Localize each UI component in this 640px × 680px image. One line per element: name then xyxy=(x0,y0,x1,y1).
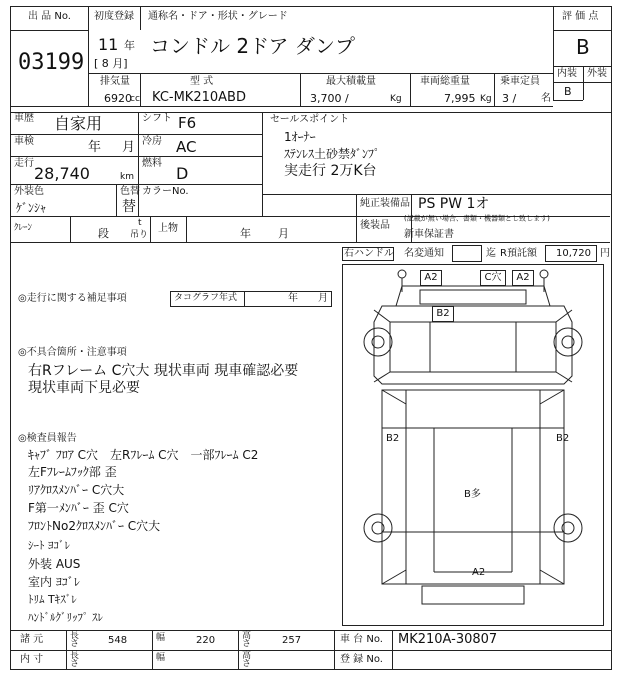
diagram-mark-front-right: A2 xyxy=(512,270,534,286)
color-change-label: 色替 xyxy=(120,186,140,197)
first-reg-label: 初度登録 xyxy=(94,11,134,22)
capacity-unit: 名 xyxy=(541,93,551,104)
grade-label: 評 価 点 xyxy=(562,11,599,22)
inspector-line-2: 左Fﾌﾚｰﾑﾌｯｸ部 歪 xyxy=(28,465,117,479)
max-load-unit: Kg xyxy=(390,94,402,104)
equipment-value: PS PW 1オ xyxy=(418,196,490,212)
diagram-mark-rear: A2 xyxy=(472,567,486,578)
inspector-line-5: ﾌﾛﾝﾄNo2ｸﾛｽﾒﾝﾊﾞｰ C穴大 xyxy=(28,519,161,533)
fuel-value: D xyxy=(176,164,189,183)
max-load-value: 3,700 / xyxy=(310,92,349,105)
fuel-label: 燃料 xyxy=(142,158,162,169)
diagram-mark-bed-right: B2 xyxy=(556,433,570,444)
mileage-label: 走行 xyxy=(14,158,34,169)
r-deposit-value: 10,720 xyxy=(556,248,591,259)
dimensions-label: 諸 元 xyxy=(20,634,44,645)
width-value: 220 xyxy=(196,635,216,646)
interior-label: 内装 xyxy=(557,68,577,79)
diagram-mark-front-center: C穴 xyxy=(480,270,506,286)
shift-label: シフト xyxy=(142,113,172,124)
height-value: 257 xyxy=(282,635,302,646)
displacement-label: 排気量 xyxy=(100,76,130,87)
mileage-unconfirmed: 迄 xyxy=(486,248,496,259)
in-length-label: 長さ xyxy=(70,651,80,669)
chassis-value: MK210A-30807 xyxy=(398,632,498,647)
gross-weight-value: 7,995 xyxy=(444,92,476,105)
sales-point-line-2: ｽﾃﾝﾚｽ土砂禁ﾀﾞﾝﾌﾟ xyxy=(284,147,381,161)
diagram-mark-cab-left: B2 xyxy=(432,306,454,322)
length-label: 長さ xyxy=(70,631,80,649)
model-code: KC-MK210ABD xyxy=(152,90,246,105)
inspector-line-9: ﾄﾘﾑ Tｷｽﾞﾚ xyxy=(28,593,77,606)
history-value: 自家用 xyxy=(54,114,103,133)
warranty-value: 新車保証書 xyxy=(404,229,454,240)
aftermarket-label: 後装品 xyxy=(360,220,390,231)
in-width-label: 幅 xyxy=(156,653,166,663)
equipment-label: 純正装備品 xyxy=(360,198,410,209)
displacement-value: 6920 xyxy=(104,92,132,105)
tacho-month: 月 xyxy=(318,293,328,304)
exterior-label: 外装 xyxy=(587,68,607,79)
inspector-line-10: ﾊﾝﾄﾞﾙｸﾞﾘｯﾌﾟ ｽﾚ xyxy=(28,611,103,624)
car-name: コンドル 2ドア ダンプ xyxy=(150,34,356,58)
diagram-mark-bed-center: B多 xyxy=(464,489,481,500)
meter-changed-label: 名変通知 xyxy=(404,248,444,259)
sales-point-line-3: 実走行 2万K台 xyxy=(284,163,377,179)
inspection-month: 月 xyxy=(122,140,136,155)
upper-year: 年 xyxy=(240,227,251,240)
height-label: 高さ xyxy=(242,631,252,649)
model-label: 型 式 xyxy=(190,76,214,87)
displacement-unit: cc xyxy=(130,94,140,104)
grade-value: B xyxy=(576,35,590,59)
upper-label: 上物 xyxy=(158,223,178,234)
history-label: 車歴 xyxy=(14,113,34,124)
inspector-line-3: ﾘｱｸﾛｽﾒﾝﾊﾞｰ C穴大 xyxy=(28,483,125,497)
inspector-line-4: F第一ﾒﾝﾊﾞｰ 歪 C穴 xyxy=(28,501,129,515)
interior-dims-label: 内 寸 xyxy=(20,654,44,665)
aftermarket-note: (記載が無い場合、書類・機器類とし致します) xyxy=(404,215,550,224)
first-reg-year-unit: 年 xyxy=(124,39,135,52)
tacho-label: タコグラフ年式 xyxy=(174,293,238,303)
ext-color-value: ｹﾞﾝｼｬ xyxy=(16,201,47,215)
width-label: 幅 xyxy=(156,633,166,643)
inspector-title: ◎検査員報告 xyxy=(18,433,77,444)
tacho-year: 年 xyxy=(288,293,298,304)
ext-color-label: 外装色 xyxy=(14,186,44,197)
gross-weight-unit: Kg xyxy=(480,94,492,104)
diagram-mark-bed-left: B2 xyxy=(386,433,400,444)
inspector-line-7: 外装 AUS xyxy=(28,557,81,571)
sales-point-line-1: 1ｵｰﾅｰ xyxy=(284,130,316,144)
handle-value: 右ハンドル xyxy=(344,248,394,259)
first-reg-month: [ 8 月] xyxy=(94,57,128,70)
capacity-label: 乗車定員 xyxy=(500,76,540,87)
diagram-mark-front-left: A2 xyxy=(420,270,442,286)
mileage-value: 28,740 xyxy=(34,164,90,183)
ac-value: AC xyxy=(176,138,197,156)
crane-label: ｸﾚｰﾝ xyxy=(14,223,33,233)
lot-number: 03199 xyxy=(18,50,85,75)
r-deposit-unit: 円 xyxy=(600,248,610,259)
driving-notes-title: ◎走行に関する補足事項 xyxy=(18,293,127,304)
mileage-unit: km xyxy=(120,172,134,182)
defects-line-2: 現状車両下見必要 xyxy=(28,380,140,396)
length-value: 548 xyxy=(108,635,128,646)
ac-label: 冷房 xyxy=(142,136,162,147)
crane-stage: 段 xyxy=(98,227,109,240)
max-load-label: 最大積載量 xyxy=(326,76,376,87)
first-reg-year: 11 xyxy=(98,35,119,54)
color-no-label: カラーNo. xyxy=(142,186,189,197)
defects-title: ◎不具合箇所・注意事項 xyxy=(18,347,127,358)
chassis-label: 車 台 No. xyxy=(340,634,383,645)
defects-line-1: 右Rフレーム C穴大 現状車両 現車確認必要 xyxy=(28,363,299,379)
capacity-value: 3 / xyxy=(502,92,517,105)
lot-label: 出 品 No. xyxy=(28,11,71,22)
inspector-line-1: ｷｬﾌﾞ ﾌﾛｱ C穴 左Rﾌﾚｰﾑ C穴 一部ﾌﾚｰﾑ C2 xyxy=(28,448,259,462)
r-deposit-label: R預託額 xyxy=(500,248,537,259)
inspection-year: 年 xyxy=(88,140,102,155)
crane-ton: t xyxy=(138,218,142,228)
gross-weight-label: 車両総重量 xyxy=(420,76,470,87)
inspector-line-8: 室内 ﾖｺﾞﾚ xyxy=(28,575,80,589)
color-change-value: 替 xyxy=(122,199,136,215)
sales-point-label: セールスポイント xyxy=(270,114,350,125)
interior-grade: B xyxy=(564,85,572,98)
in-height-label: 高さ xyxy=(242,651,252,669)
model-desc-label: 通称名・ドア・形状・グレード xyxy=(148,11,288,22)
meter-changed-box xyxy=(452,245,482,262)
reg-no-label: 登 録 No. xyxy=(340,654,383,665)
crane-hang: 吊り xyxy=(130,230,149,240)
shift-value: F6 xyxy=(178,114,197,132)
inspection-label: 車検 xyxy=(14,136,34,147)
inspector-line-6: ｼｰﾄ ﾖｺﾞﾚ xyxy=(28,539,70,552)
upper-month: 月 xyxy=(278,227,289,240)
